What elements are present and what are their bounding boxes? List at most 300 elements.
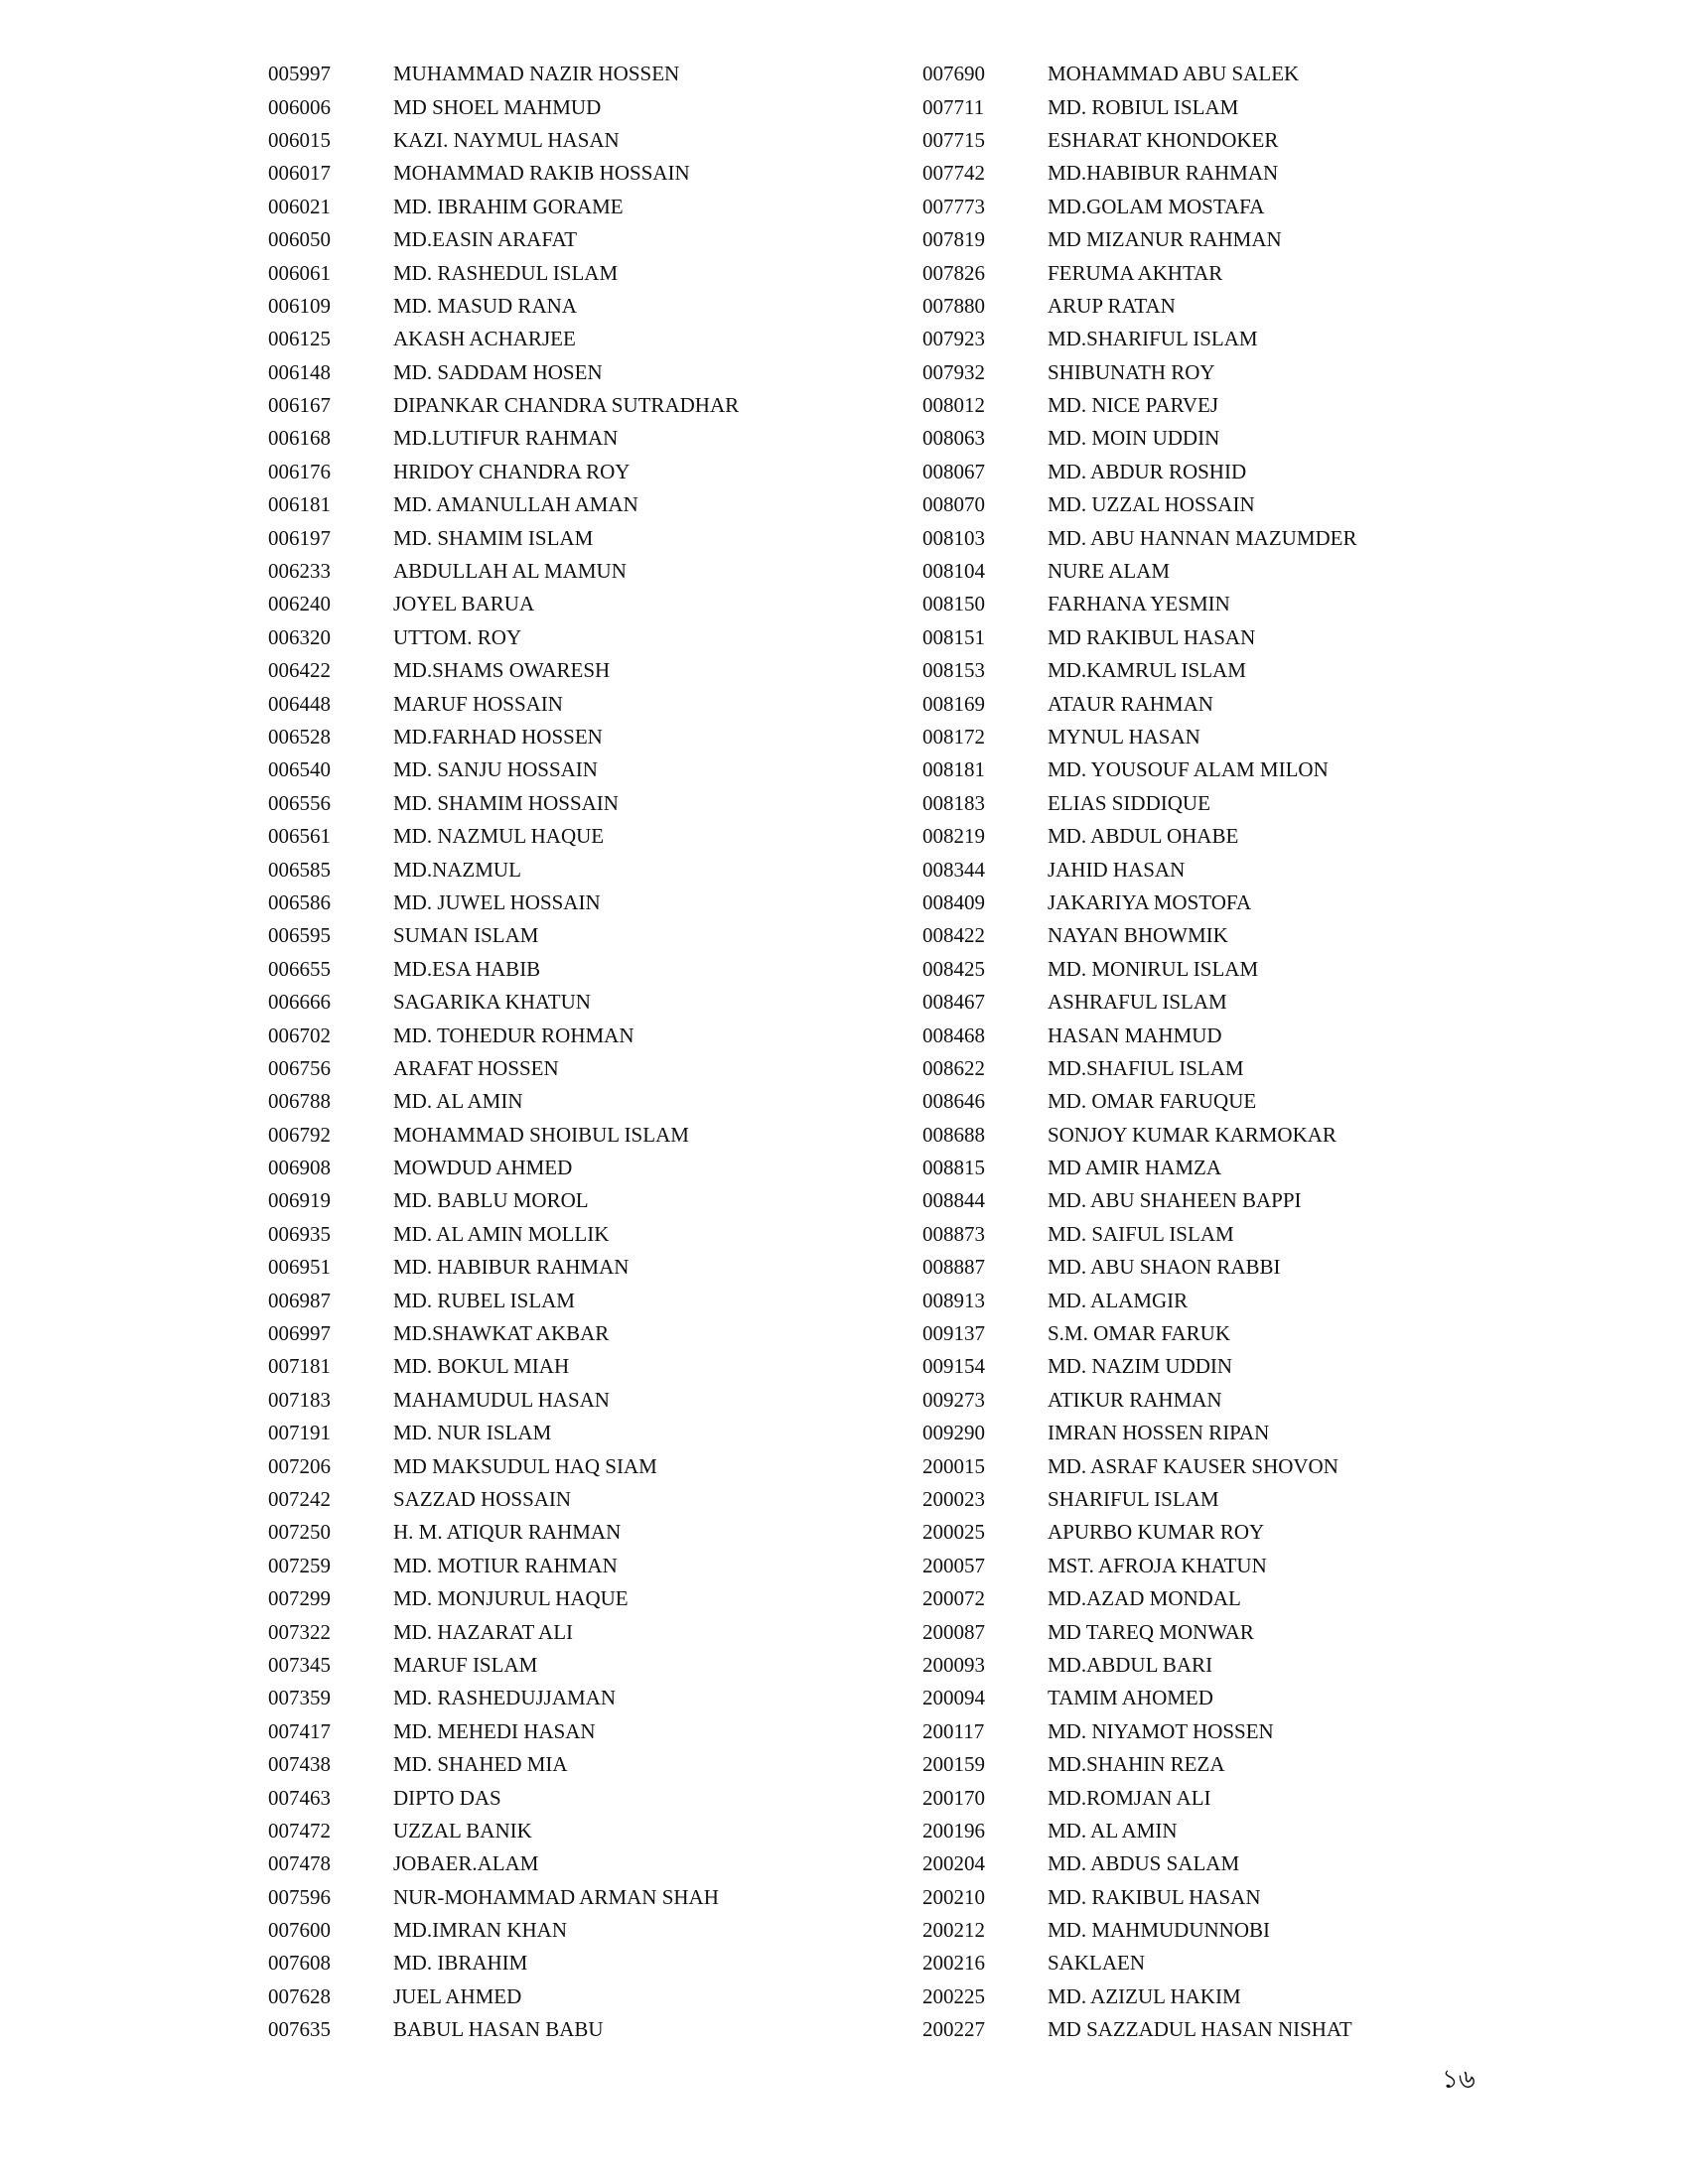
roll-number: 008844 xyxy=(922,1188,985,1213)
candidate-name: H. M. ATIQUR RAHMAN xyxy=(393,1520,622,1545)
candidate-name: NUR-MOHAMMAD ARMAN SHAH xyxy=(393,1884,719,1909)
list-row xyxy=(922,1980,1538,2013)
roll-number: 006585 xyxy=(268,857,331,882)
roll-number: 008063 xyxy=(922,426,985,451)
roll-number: 200227 xyxy=(922,2017,985,2042)
roll-number: 006788 xyxy=(268,1089,331,1114)
candidate-name: MD. ABU SHAHEEN BAPPI xyxy=(1048,1188,1302,1213)
roll-number: 009290 xyxy=(922,1421,985,1445)
list-row xyxy=(922,621,1538,654)
candidate-name: ARAFAT HOSSEN xyxy=(393,1055,559,1080)
list-row xyxy=(268,1384,884,1417)
candidate-name: MST. AFROJA KHATUN xyxy=(1048,1553,1267,1577)
candidate-name: MD.SHAMS OWARESH xyxy=(393,658,611,683)
list-row xyxy=(922,787,1538,820)
candidate-name: MD. SANJU HOSSAIN xyxy=(393,757,598,782)
roll-number: 006666 xyxy=(268,990,331,1015)
roll-number: 007715 xyxy=(922,127,985,152)
list-row xyxy=(922,1483,1538,1516)
roll-number: 007932 xyxy=(922,359,985,384)
roll-number: 006556 xyxy=(268,790,331,815)
list-row xyxy=(268,555,884,588)
candidate-name: MOHAMMAD SHOIBUL ISLAM xyxy=(393,1122,689,1147)
list-row xyxy=(922,1317,1538,1350)
candidate-name: MD. MOTIUR RAHMAN xyxy=(393,1553,618,1577)
list-row xyxy=(268,191,884,223)
roll-number: 200093 xyxy=(922,1652,985,1677)
list-row xyxy=(268,1847,884,1880)
list-row xyxy=(922,90,1538,123)
list-row xyxy=(922,356,1538,389)
roll-number: 008151 xyxy=(922,624,985,649)
list-row xyxy=(268,1781,884,1814)
candidate-name: MD. HABIBUR RAHMAN xyxy=(393,1255,630,1280)
list-row xyxy=(922,191,1538,223)
roll-number: 200196 xyxy=(922,1818,985,1843)
roll-number: 005997 xyxy=(268,62,331,86)
candidate-name: MD. SHAMIM ISLAM xyxy=(393,525,594,550)
list-row xyxy=(268,1715,884,1748)
list-row xyxy=(922,986,1538,1019)
roll-number: 007183 xyxy=(268,1387,331,1412)
candidate-name: MD.SHAHIN REZA xyxy=(1048,1752,1225,1777)
list-row xyxy=(922,1582,1538,1615)
roll-number: 007819 xyxy=(922,227,985,252)
list-row xyxy=(268,1815,884,1847)
roll-number: 007608 xyxy=(268,1951,331,1976)
candidate-name: MD.LUTIFUR RAHMAN xyxy=(393,426,619,451)
roll-number: 006197 xyxy=(268,525,331,550)
roll-number: 200159 xyxy=(922,1752,985,1777)
roll-number: 007600 xyxy=(268,1918,331,1943)
roll-number: 007463 xyxy=(268,1785,331,1810)
roll-number: 008815 xyxy=(922,1156,985,1180)
candidate-name: SONJOY KUMAR KARMOKAR xyxy=(1048,1122,1336,1147)
roll-number: 009154 xyxy=(922,1354,985,1379)
list-row xyxy=(922,1350,1538,1383)
list-row xyxy=(922,1914,1538,1947)
list-row xyxy=(268,1880,884,1913)
list-row xyxy=(922,456,1538,488)
candidate-name: NURE ALAM xyxy=(1048,559,1171,584)
candidate-name: MD. AL AMIN xyxy=(1048,1818,1178,1843)
list-row xyxy=(922,1947,1538,1979)
list-row xyxy=(268,1682,884,1714)
roll-number: 008344 xyxy=(922,857,985,882)
roll-number: 008688 xyxy=(922,1122,985,1147)
candidate-name: MARUF HOSSAIN xyxy=(393,691,563,716)
list-row xyxy=(268,919,884,952)
roll-number: 006021 xyxy=(268,194,331,218)
list-row xyxy=(922,887,1538,919)
list-row xyxy=(922,1085,1538,1118)
roll-number: 008153 xyxy=(922,658,985,683)
candidate-name: MUHAMMAD NAZIR HOSSEN xyxy=(393,62,680,86)
list-row xyxy=(268,422,884,455)
left-column-list xyxy=(268,58,884,2046)
list-row xyxy=(268,1184,884,1217)
candidate-name: MD SHOEL MAHMUD xyxy=(393,94,602,119)
roll-number: 008422 xyxy=(922,923,985,948)
list-row xyxy=(268,1085,884,1118)
candidate-name: AKASH ACHARJEE xyxy=(393,327,576,351)
roll-number: 006422 xyxy=(268,658,331,683)
candidate-name: MD. OMAR FARUQUE xyxy=(1048,1089,1257,1114)
candidate-name: JAHID HASAN xyxy=(1048,857,1186,882)
candidate-name: NAYAN BHOWMIK xyxy=(1048,923,1228,948)
roll-number: 007742 xyxy=(922,161,985,186)
roll-number: 200023 xyxy=(922,1486,985,1511)
list-row xyxy=(922,256,1538,289)
candidate-name: JOYEL BARUA xyxy=(393,592,535,616)
roll-number: 006702 xyxy=(268,1023,331,1047)
list-row xyxy=(268,687,884,720)
list-row xyxy=(922,521,1538,554)
list-row xyxy=(268,256,884,289)
roll-number: 200072 xyxy=(922,1586,985,1611)
list-row xyxy=(268,356,884,389)
list-row xyxy=(922,853,1538,886)
roll-number: 009273 xyxy=(922,1387,985,1412)
candidate-name: MD. NICE PARVEJ xyxy=(1048,393,1218,418)
list-row xyxy=(922,58,1538,90)
candidate-name: MD. SADDAM HOSEN xyxy=(393,359,603,384)
candidate-name: MD.SHAFIUL ISLAM xyxy=(1048,1055,1244,1080)
candidate-name: MD TAREQ MONWAR xyxy=(1048,1619,1254,1644)
list-row xyxy=(268,521,884,554)
candidate-name: MD. RAKIBUL HASAN xyxy=(1048,1884,1261,1909)
roll-number: 007826 xyxy=(922,260,985,285)
list-row xyxy=(268,1350,884,1383)
roll-number: 008183 xyxy=(922,790,985,815)
candidate-name: MD. HAZARAT ALI xyxy=(393,1619,574,1644)
candidate-name: FERUMA AKHTAR xyxy=(1048,260,1223,285)
candidate-name: ASHRAFUL ISLAM xyxy=(1048,990,1227,1015)
list-row xyxy=(268,323,884,355)
candidate-name: ABDULLAH AL MAMUN xyxy=(393,559,627,584)
candidate-name: MARUF ISLAM xyxy=(393,1652,538,1677)
candidate-name: MD. ABDUL OHABE xyxy=(1048,824,1239,849)
roll-number: 006448 xyxy=(268,691,331,716)
roll-number: 007690 xyxy=(922,62,985,86)
roll-number: 007242 xyxy=(268,1486,331,1511)
candidate-name: SAZZAD HOSSAIN xyxy=(393,1486,572,1511)
candidate-name: MD. AL AMIN xyxy=(393,1089,523,1114)
roll-number: 200087 xyxy=(922,1619,985,1644)
roll-number: 007191 xyxy=(268,1421,331,1445)
roll-number: 200025 xyxy=(922,1520,985,1545)
candidate-name: ELIAS SIDDIQUE xyxy=(1048,790,1210,815)
roll-number: 007206 xyxy=(268,1453,331,1478)
list-row xyxy=(268,953,884,986)
candidate-name: APURBO KUMAR ROY xyxy=(1048,1520,1265,1545)
list-row xyxy=(268,1417,884,1449)
roll-number: 006109 xyxy=(268,293,331,318)
roll-number: 007596 xyxy=(268,1884,331,1909)
roll-number: 008104 xyxy=(922,559,985,584)
candidate-name: MD. IBRAHIM xyxy=(393,1951,528,1976)
candidate-name: HRIDOY CHANDRA ROY xyxy=(393,459,631,483)
roll-number: 007438 xyxy=(268,1752,331,1777)
candidate-name: MD.NAZMUL xyxy=(393,857,521,882)
list-row xyxy=(922,1152,1538,1184)
list-row xyxy=(922,1682,1538,1714)
candidate-name: MD. NAZIM UDDIN xyxy=(1048,1354,1233,1379)
list-row xyxy=(268,753,884,786)
list-row xyxy=(922,687,1538,720)
candidate-name: MD. AL AMIN MOLLIK xyxy=(393,1221,610,1246)
candidate-name: MD. NAZMUL HAQUE xyxy=(393,824,605,849)
candidate-name: MD. SAIFUL ISLAM xyxy=(1048,1221,1234,1246)
candidate-name: MD.IMRAN KHAN xyxy=(393,1918,568,1943)
list-row xyxy=(268,721,884,753)
candidate-name: MD. RASHEDUJJAMAN xyxy=(393,1686,617,1710)
candidate-name: ESHARAT KHONDOKER xyxy=(1048,127,1279,152)
roll-number: 200015 xyxy=(922,1453,985,1478)
roll-number: 007181 xyxy=(268,1354,331,1379)
roll-number: 008012 xyxy=(922,393,985,418)
candidate-name: MD.EASIN ARAFAT xyxy=(393,227,578,252)
candidate-name: MD.ESA HABIB xyxy=(393,956,541,981)
candidate-name: DIPTO DAS xyxy=(393,1785,501,1810)
list-row xyxy=(268,1649,884,1682)
list-row xyxy=(268,1449,884,1482)
roll-number: 008646 xyxy=(922,1089,985,1114)
roll-number: 200204 xyxy=(922,1851,985,1876)
candidate-name: TAMIM AHOMED xyxy=(1048,1686,1213,1710)
list-row xyxy=(268,1019,884,1051)
roll-number: 007773 xyxy=(922,194,985,218)
roll-number: 006050 xyxy=(268,227,331,252)
candidate-name: MD.SHAWKAT AKBAR xyxy=(393,1321,610,1346)
candidate-name: IMRAN HOSSEN RIPAN xyxy=(1048,1421,1270,1445)
candidate-name: SAKLAEN xyxy=(1048,1951,1145,1976)
roll-number: 009137 xyxy=(922,1321,985,1346)
candidate-name: MD SAZZADUL HASAN NISHAT xyxy=(1048,2017,1352,2042)
roll-number: 006061 xyxy=(268,260,331,285)
list-row xyxy=(922,223,1538,256)
candidate-name: UZZAL BANIK xyxy=(393,1818,532,1843)
roll-number: 007322 xyxy=(268,1619,331,1644)
list-row xyxy=(268,290,884,323)
candidate-name: MD.KAMRUL ISLAM xyxy=(1048,658,1246,683)
list-row xyxy=(268,2013,884,2046)
roll-number: 006919 xyxy=(268,1188,331,1213)
list-row xyxy=(268,488,884,521)
candidate-name: DIPANKAR CHANDRA SUTRADHAR xyxy=(393,393,740,418)
list-row xyxy=(922,1184,1538,1217)
roll-number: 006935 xyxy=(268,1221,331,1246)
list-row xyxy=(268,124,884,157)
candidate-name: MD. YOUSOUF ALAM MILON xyxy=(1048,757,1329,782)
candidate-name: MD. ABDUR ROSHID xyxy=(1048,459,1247,483)
roll-number: 008425 xyxy=(922,956,985,981)
roll-number: 006233 xyxy=(268,559,331,584)
list-row xyxy=(922,1417,1538,1449)
candidate-name: MD. MEHEDI HASAN xyxy=(393,1718,596,1743)
list-row xyxy=(268,58,884,90)
roll-number: 006987 xyxy=(268,1288,331,1312)
roll-number: 200057 xyxy=(922,1553,985,1577)
right-column-list xyxy=(922,58,1538,2046)
list-row xyxy=(922,1847,1538,1880)
list-row xyxy=(922,1781,1538,1814)
page-number: ১৬ xyxy=(1442,2065,1476,2095)
roll-number: 008172 xyxy=(922,725,985,749)
roll-number: 006756 xyxy=(268,1055,331,1080)
list-row xyxy=(922,323,1538,355)
candidate-name: MD. ALAMGIR xyxy=(1048,1288,1189,1312)
roll-number: 008070 xyxy=(922,492,985,517)
roll-number: 008169 xyxy=(922,691,985,716)
list-row xyxy=(268,1119,884,1152)
candidate-name: MD. IBRAHIM GORAME xyxy=(393,194,624,218)
roll-number: 007711 xyxy=(922,94,985,119)
candidate-name: FARHANA YESMIN xyxy=(1048,592,1230,616)
list-row xyxy=(922,820,1538,853)
roll-number: 006951 xyxy=(268,1255,331,1280)
candidate-name: MD. TOHEDUR ROHMAN xyxy=(393,1023,634,1047)
roll-number: 200210 xyxy=(922,1884,985,1909)
list-row xyxy=(922,1615,1538,1648)
candidate-name: MD RAKIBUL HASAN xyxy=(1048,624,1256,649)
list-row xyxy=(922,1284,1538,1316)
list-row xyxy=(268,90,884,123)
candidate-name: MOHAMMAD ABU SALEK xyxy=(1048,62,1300,86)
roll-number: 200170 xyxy=(922,1785,985,1810)
roll-number: 006167 xyxy=(268,393,331,418)
list-row xyxy=(268,1516,884,1549)
candidate-name: MD. MONIRUL ISLAM xyxy=(1048,956,1259,981)
roll-number: 007923 xyxy=(922,327,985,351)
candidate-name: MOHAMMAD RAKIB HOSSAIN xyxy=(393,161,690,186)
list-row xyxy=(922,2013,1538,2046)
roll-number: 008219 xyxy=(922,824,985,849)
candidate-name: MD. SHAMIM HOSSAIN xyxy=(393,790,619,815)
candidate-name: MD. AZIZUL HAKIM xyxy=(1048,1983,1241,2008)
candidate-name: MOWDUD AHMED xyxy=(393,1156,573,1180)
roll-number: 006181 xyxy=(268,492,331,517)
list-row xyxy=(922,1119,1538,1152)
roll-number: 006148 xyxy=(268,359,331,384)
roll-number: 200216 xyxy=(922,1951,985,1976)
candidate-name: ATIKUR RAHMAN xyxy=(1048,1387,1222,1412)
roll-number: 007472 xyxy=(268,1818,331,1843)
candidate-name: MD. MAHMUDUNNOBI xyxy=(1048,1918,1271,1943)
roll-number: 006792 xyxy=(268,1122,331,1147)
candidate-name: MD. MASUD RANA xyxy=(393,293,577,318)
roll-number: 006908 xyxy=(268,1156,331,1180)
roll-number: 008467 xyxy=(922,990,985,1015)
list-row xyxy=(922,1218,1538,1251)
list-row xyxy=(922,1251,1538,1284)
roll-number: 007628 xyxy=(268,1983,331,2008)
candidate-name: MD.AZAD MONDAL xyxy=(1048,1586,1241,1611)
candidate-name: MD. BABLU MOROL xyxy=(393,1188,589,1213)
list-row xyxy=(268,820,884,853)
candidate-name: MD. MONJURUL HAQUE xyxy=(393,1586,629,1611)
candidate-name: MD. SHAHED MIA xyxy=(393,1752,568,1777)
list-row xyxy=(268,389,884,422)
list-row xyxy=(922,1449,1538,1482)
list-row xyxy=(922,389,1538,422)
list-row xyxy=(922,1550,1538,1582)
roll-number: 006125 xyxy=(268,327,331,351)
candidate-name: MD. NUR ISLAM xyxy=(393,1421,552,1445)
candidate-name: MD. ABU SHAON RABBI xyxy=(1048,1255,1281,1280)
candidate-name: MD. RASHEDUL ISLAM xyxy=(393,260,619,285)
list-row xyxy=(922,1715,1538,1748)
roll-number: 008873 xyxy=(922,1221,985,1246)
roll-number: 200212 xyxy=(922,1918,985,1943)
list-row xyxy=(268,1980,884,2013)
list-row xyxy=(268,1284,884,1316)
list-row xyxy=(922,721,1538,753)
roll-number: 006540 xyxy=(268,757,331,782)
roll-number: 006240 xyxy=(268,592,331,616)
roll-number: 008067 xyxy=(922,459,985,483)
list-row xyxy=(268,853,884,886)
list-row xyxy=(922,1880,1538,1913)
list-row xyxy=(922,124,1538,157)
roll-number: 007250 xyxy=(268,1520,331,1545)
list-row xyxy=(922,654,1538,687)
candidate-name: BABUL HASAN BABU xyxy=(393,2017,604,2042)
list-row xyxy=(268,654,884,687)
candidate-name: MD. AMANULLAH AMAN xyxy=(393,492,638,517)
candidate-name: SUMAN ISLAM xyxy=(393,923,539,948)
candidate-name: UTTOM. ROY xyxy=(393,624,522,649)
roll-number: 007635 xyxy=(268,2017,331,2042)
candidate-name: MD. UZZAL HOSSAIN xyxy=(1048,492,1255,517)
list-row xyxy=(268,1947,884,1979)
candidate-name: MYNUL HASAN xyxy=(1048,725,1200,749)
roll-number: 006168 xyxy=(268,426,331,451)
list-row xyxy=(922,555,1538,588)
candidate-name: SAGARIKA KHATUN xyxy=(393,990,591,1015)
list-row xyxy=(922,1748,1538,1781)
roll-number: 007417 xyxy=(268,1718,331,1743)
list-row xyxy=(268,1914,884,1947)
candidate-name: MD MAKSUDUL HAQ SIAM xyxy=(393,1453,657,1478)
roll-number: 007359 xyxy=(268,1686,331,1710)
roll-number: 008887 xyxy=(922,1255,985,1280)
roll-number: 006595 xyxy=(268,923,331,948)
roll-number: 008468 xyxy=(922,1023,985,1047)
candidate-name: MD.HABIBUR RAHMAN xyxy=(1048,161,1279,186)
candidate-name: MD.GOLAM MOSTAFA xyxy=(1048,194,1265,218)
list-row xyxy=(922,157,1538,190)
roll-number: 006561 xyxy=(268,824,331,849)
roll-number: 006006 xyxy=(268,94,331,119)
roll-number: 006015 xyxy=(268,127,331,152)
roll-number: 007478 xyxy=(268,1851,331,1876)
list-row xyxy=(268,1317,884,1350)
list-row xyxy=(268,157,884,190)
candidate-name: ATAUR RAHMAN xyxy=(1048,691,1213,716)
list-row xyxy=(922,1052,1538,1085)
roll-number: 006528 xyxy=(268,725,331,749)
roll-number: 006586 xyxy=(268,889,331,914)
roll-number: 008622 xyxy=(922,1055,985,1080)
roll-number: 006176 xyxy=(268,459,331,483)
candidate-name: MD. JUWEL HOSSAIN xyxy=(393,889,601,914)
list-row xyxy=(268,1615,884,1648)
roll-number: 007880 xyxy=(922,293,985,318)
roll-number: 008103 xyxy=(922,525,985,550)
candidate-name: MAHAMUDUL HASAN xyxy=(393,1387,610,1412)
candidate-name: ARUP RATAN xyxy=(1048,293,1176,318)
